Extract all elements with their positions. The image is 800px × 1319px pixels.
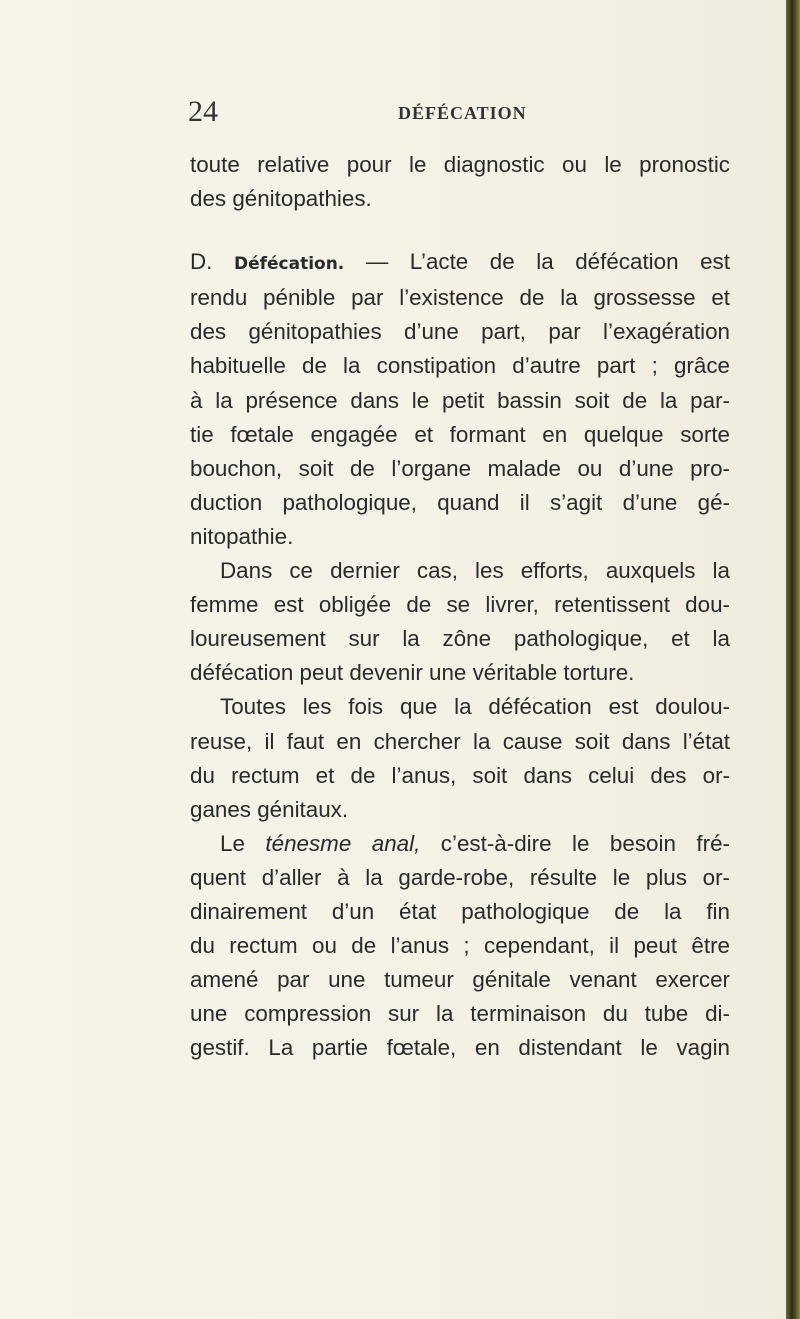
- text-line: quent d’aller à la garde-robe, résulte le plus or-: [190, 864, 730, 890]
- text-line: dinairement d’un état pathologique de la fin: [190, 898, 730, 924]
- text-line: loureusement sur la zône pathologique, et la: [190, 626, 730, 652]
- text-line: ganes génitaux.: [190, 796, 349, 822]
- text-line: duction pathologique, quand il s’agit d’une gé-: [190, 489, 730, 515]
- text-line: toute relative pour le diagnostic ou le pronostic: [190, 152, 730, 177]
- intro-paragraph: [190, 148, 730, 216]
- italic-term: ténesme anal,: [265, 830, 421, 856]
- section-heading-line: [190, 245, 730, 281]
- text-line: amené par une tumeur génitale venant exercer: [190, 967, 730, 993]
- text-line: une compression sur la terminaison du tube di-: [190, 1001, 730, 1027]
- text-line: du rectum ou de l’anus ; cependant, il peut être: [190, 933, 730, 959]
- para4-first-rest: c’est-à-dire le besoin fré-: [440, 830, 730, 856]
- section-paragraph: [190, 245, 730, 554]
- running-head: DÉFÉCATION: [398, 103, 527, 123]
- text-line: [190, 827, 730, 861]
- section-first-line-text: L’acte de la défécation est: [409, 249, 730, 275]
- text-line: reuse, il faut en chercher la cause soit dans l’état: [190, 728, 730, 754]
- page-number: 24: [188, 95, 218, 128]
- text-line: rendu pénible par l’existence de la grossesse et: [190, 285, 730, 311]
- paragraph-gap: [190, 216, 730, 245]
- text-line: du rectum et de l’anus, soit dans celui des or-: [190, 762, 730, 788]
- text-line: nitopathie.: [190, 523, 294, 549]
- text-line: gestif. La partie fœtale, en distendant le vagin: [190, 1035, 730, 1061]
- paragraph-2: [190, 554, 730, 690]
- para4-prefix: Le: [220, 830, 245, 856]
- text-line: bouchon, soit de l’organe malade ou d’une pro-: [190, 455, 730, 481]
- page-body: [190, 148, 730, 1065]
- text-line: femme est obligée de se livrer, retentissent dou-: [190, 592, 730, 618]
- section-heading: Défécation.: [233, 254, 345, 275]
- section-letter: D.: [190, 249, 213, 275]
- page-header: [0, 95, 800, 135]
- text-line: des génitopathies d’une part, par l’exagération: [190, 319, 730, 345]
- page-edge-binding: [786, 0, 800, 1319]
- paragraph-3: [190, 690, 730, 826]
- text-line: des génitopathies.: [190, 186, 372, 212]
- paragraph-4: [190, 827, 730, 1066]
- section-dash: —: [365, 249, 389, 275]
- text-line: tie fœtale engagée et formant en quelque sorte: [190, 421, 730, 447]
- text-line: Toutes les fois que la défécation est doulou-: [220, 694, 730, 720]
- text-line: Dans ce dernier cas, les efforts, auxquels la: [220, 558, 730, 584]
- text-line: défécation peut devenir une véritable torture.: [190, 660, 635, 686]
- text-line: habituelle de la constipation d’autre part ; grâce: [190, 353, 730, 379]
- text-line: à la présence dans le petit bassin soit de la par-: [190, 387, 730, 413]
